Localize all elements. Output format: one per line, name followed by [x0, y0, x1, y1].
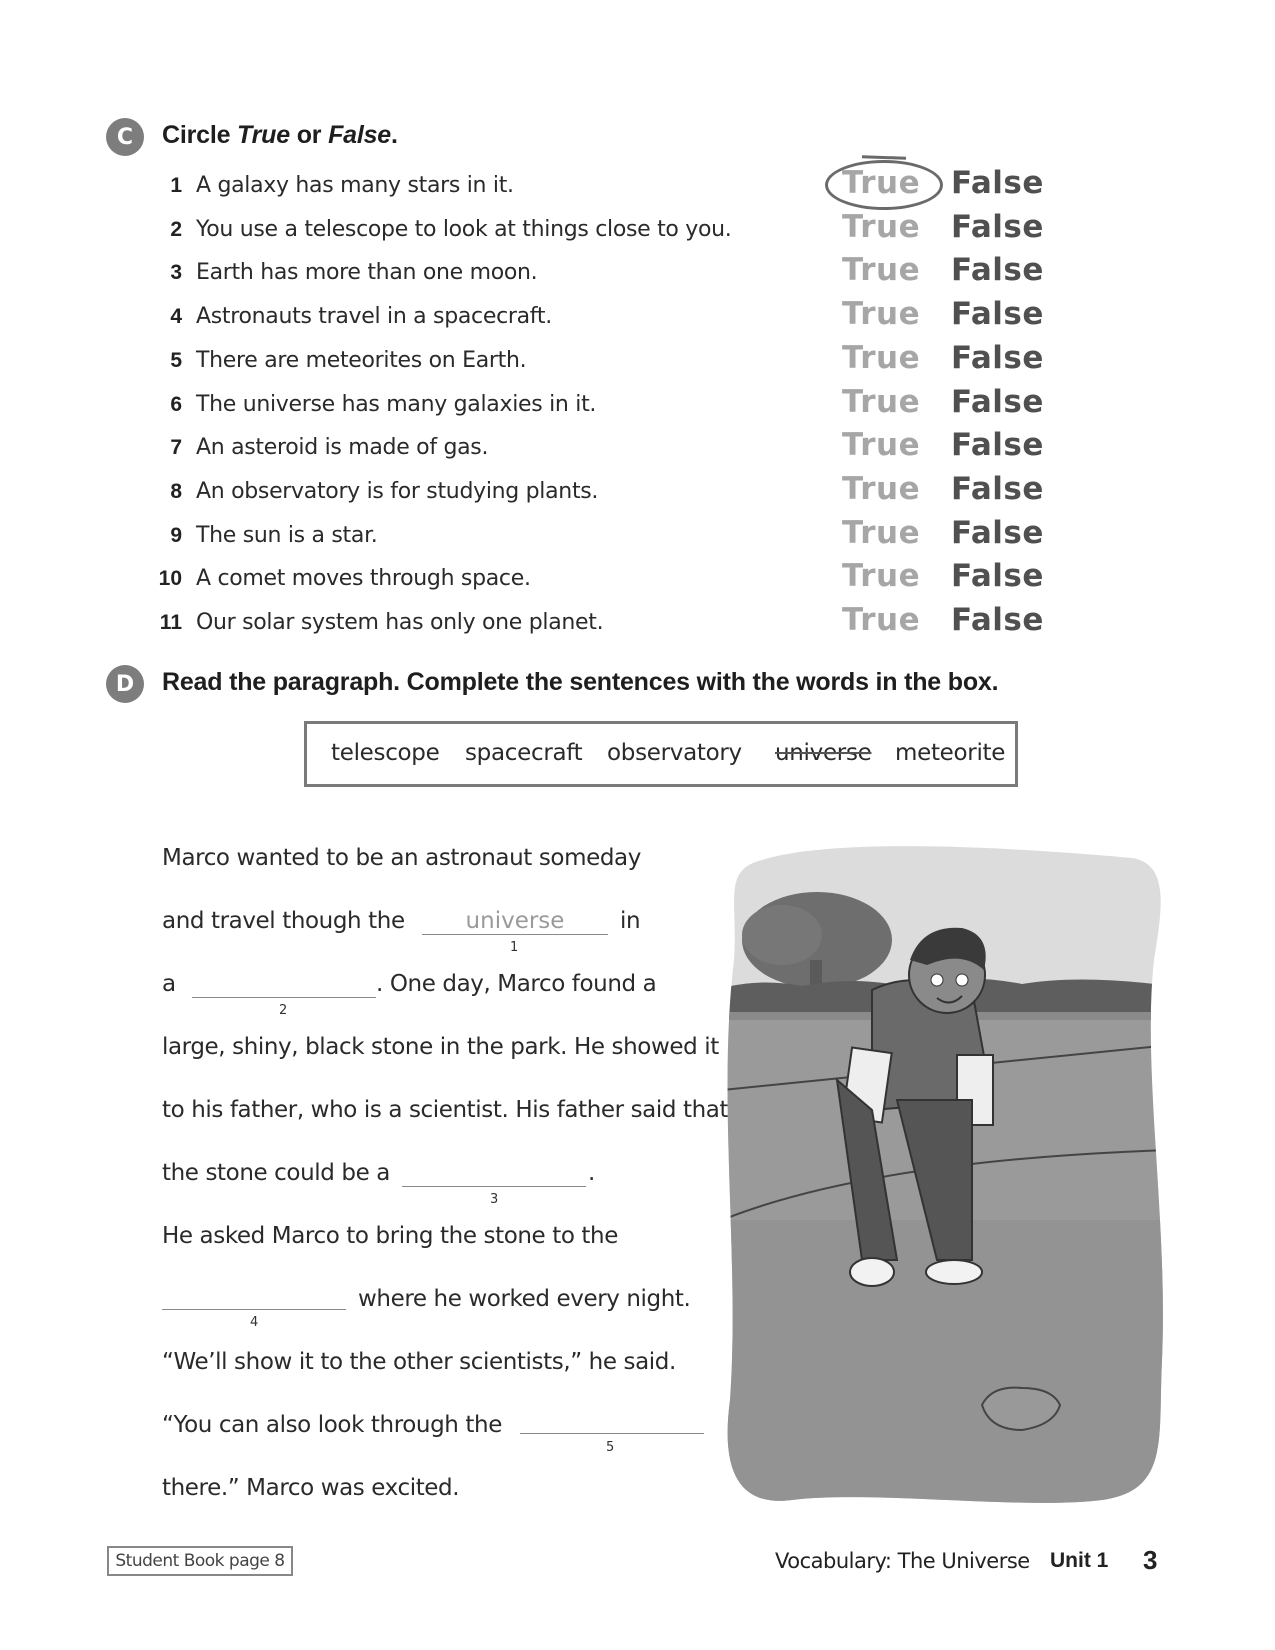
true-false-item: [0, 558, 1275, 605]
page-number: 3: [1143, 1545, 1158, 1575]
item-statement: An observatory is for studying plants.: [196, 479, 599, 504]
true-false-item: [0, 340, 1275, 387]
blank-1-line[interactable]: [422, 934, 608, 935]
false-option[interactable]: False: [951, 165, 1044, 201]
boy-meteorite-illustration: [722, 840, 1170, 1508]
paragraph-line-4: large, shiny, black stone in the park. He showed it: [162, 1034, 719, 1060]
true-false-item: [0, 209, 1275, 256]
item-number: 10: [158, 567, 182, 590]
item-statement: A galaxy has many stars in it.: [196, 173, 514, 198]
true-option[interactable]: True: [842, 384, 921, 420]
item-number: 4: [170, 305, 182, 328]
true-false-item: [0, 165, 1275, 212]
false-option[interactable]: False: [951, 340, 1044, 376]
blank-2-number: 2: [279, 1003, 288, 1018]
item-statement: Earth has more than one moon.: [196, 260, 538, 285]
word-observatory: observatory: [607, 740, 742, 766]
section-d-letter: D: [115, 671, 135, 697]
section-d-badge: [106, 665, 144, 703]
paragraph-line-8-after: where he worked every night.: [358, 1286, 691, 1312]
item-statement: Our solar system has only one planet.: [196, 610, 604, 635]
false-option[interactable]: False: [951, 384, 1044, 420]
section-c-letter: C: [116, 124, 134, 150]
item-number: 9: [170, 524, 182, 547]
word-meteorite: meteorite: [895, 740, 1006, 766]
true-option[interactable]: True: [842, 165, 921, 201]
blank-3-number: 3: [490, 1192, 499, 1207]
paragraph-line-3-before: a: [162, 971, 176, 997]
paragraph-line-5: to his father, who is a scientist. His father said that: [162, 1097, 729, 1123]
item-statement: The sun is a star.: [196, 523, 378, 548]
paragraph-line-2-before: and travel though the: [162, 908, 405, 934]
blank-3-line[interactable]: [402, 1186, 586, 1187]
item-number: 3: [170, 261, 182, 284]
paragraph-line-10-before: “You can also look through the: [162, 1412, 502, 1438]
item-statement: The universe has many galaxies in it.: [196, 392, 597, 417]
true-option[interactable]: True: [842, 558, 921, 594]
blank-1-answer[interactable]: universe: [465, 908, 565, 934]
true-option[interactable]: True: [842, 209, 921, 245]
false-option[interactable]: False: [951, 515, 1044, 551]
false-option[interactable]: False: [951, 558, 1044, 594]
blank-4-number: 4: [250, 1315, 259, 1330]
student-book-reference: Student Book page 8: [107, 1546, 293, 1576]
true-option[interactable]: True: [842, 427, 921, 463]
footer-title: Vocabulary: The Universe: [775, 1549, 1030, 1573]
section-c-badge: [106, 118, 144, 156]
paragraph-line-7: He asked Marco to bring the stone to the: [162, 1223, 618, 1249]
item-statement: A comet moves through space.: [196, 566, 531, 591]
item-statement: You use a telescope to look at things close to you.: [196, 217, 732, 242]
false-option[interactable]: False: [951, 602, 1044, 638]
true-false-item: [0, 252, 1275, 299]
paragraph-line-3-after: . One day, Marco found a: [376, 971, 657, 997]
false-option[interactable]: False: [951, 209, 1044, 245]
false-option[interactable]: False: [951, 296, 1044, 332]
blank-1-number: 1: [510, 940, 519, 955]
section-d-instruction: Read the paragraph. Complete the sentences with the words in the box.: [162, 668, 999, 696]
instruction-true: True: [237, 121, 290, 149]
item-number: 5: [170, 349, 182, 372]
true-option[interactable]: True: [842, 515, 921, 551]
paragraph-line-1: Marco wanted to be an astronaut someday: [162, 845, 641, 871]
item-number: 8: [170, 480, 182, 503]
item-number: 2: [170, 218, 182, 241]
true-false-item: [0, 515, 1275, 562]
instruction-suffix: .: [391, 121, 398, 149]
item-statement: An asteroid is made of gas.: [196, 435, 489, 460]
word-box: [304, 721, 1018, 787]
paragraph-line-11: there.” Marco was excited.: [162, 1475, 460, 1501]
true-option[interactable]: True: [842, 471, 921, 507]
blank-5-line[interactable]: [520, 1433, 704, 1434]
true-option[interactable]: True: [842, 252, 921, 288]
instruction-prefix: Circle: [162, 121, 238, 149]
item-number: 11: [159, 611, 182, 634]
false-option[interactable]: False: [951, 471, 1044, 507]
blank-2-line[interactable]: [192, 997, 376, 998]
paragraph-line-2-after: in: [620, 908, 641, 934]
word-telescope: telescope: [331, 740, 440, 766]
instruction-false: False: [328, 121, 391, 149]
item-number: 6: [170, 393, 182, 416]
blank-5-number: 5: [606, 1440, 615, 1455]
item-statement: There are meteorites on Earth.: [196, 348, 527, 373]
item-number: 7: [170, 436, 182, 459]
false-option[interactable]: False: [951, 427, 1044, 463]
false-option[interactable]: False: [951, 252, 1044, 288]
instruction-mid: or: [289, 121, 329, 149]
paragraph-line-9: “We’ll show it to the other scientists,” he said.: [162, 1349, 676, 1375]
true-false-item: [0, 427, 1275, 474]
true-false-item: [0, 296, 1275, 343]
true-false-item: [0, 602, 1275, 649]
true-false-item: [0, 384, 1275, 431]
word-universe-struck: universe: [775, 740, 872, 766]
section-c-instruction: [162, 121, 398, 150]
illustration-scene: [722, 840, 1170, 1508]
true-option[interactable]: True: [842, 602, 921, 638]
blank-4-line[interactable]: [162, 1309, 346, 1310]
true-option[interactable]: True: [842, 340, 921, 376]
paragraph-line-6-after: .: [588, 1160, 595, 1186]
true-false-item: [0, 471, 1275, 518]
footer-unit: Unit 1: [1050, 1549, 1109, 1572]
paragraph-line-6-before: the stone could be a: [162, 1160, 390, 1186]
item-statement: Astronauts travel in a spacecraft.: [196, 304, 552, 329]
true-option[interactable]: True: [842, 296, 921, 332]
item-number: 1: [170, 174, 182, 197]
word-spacecraft: spacecraft: [465, 740, 583, 766]
